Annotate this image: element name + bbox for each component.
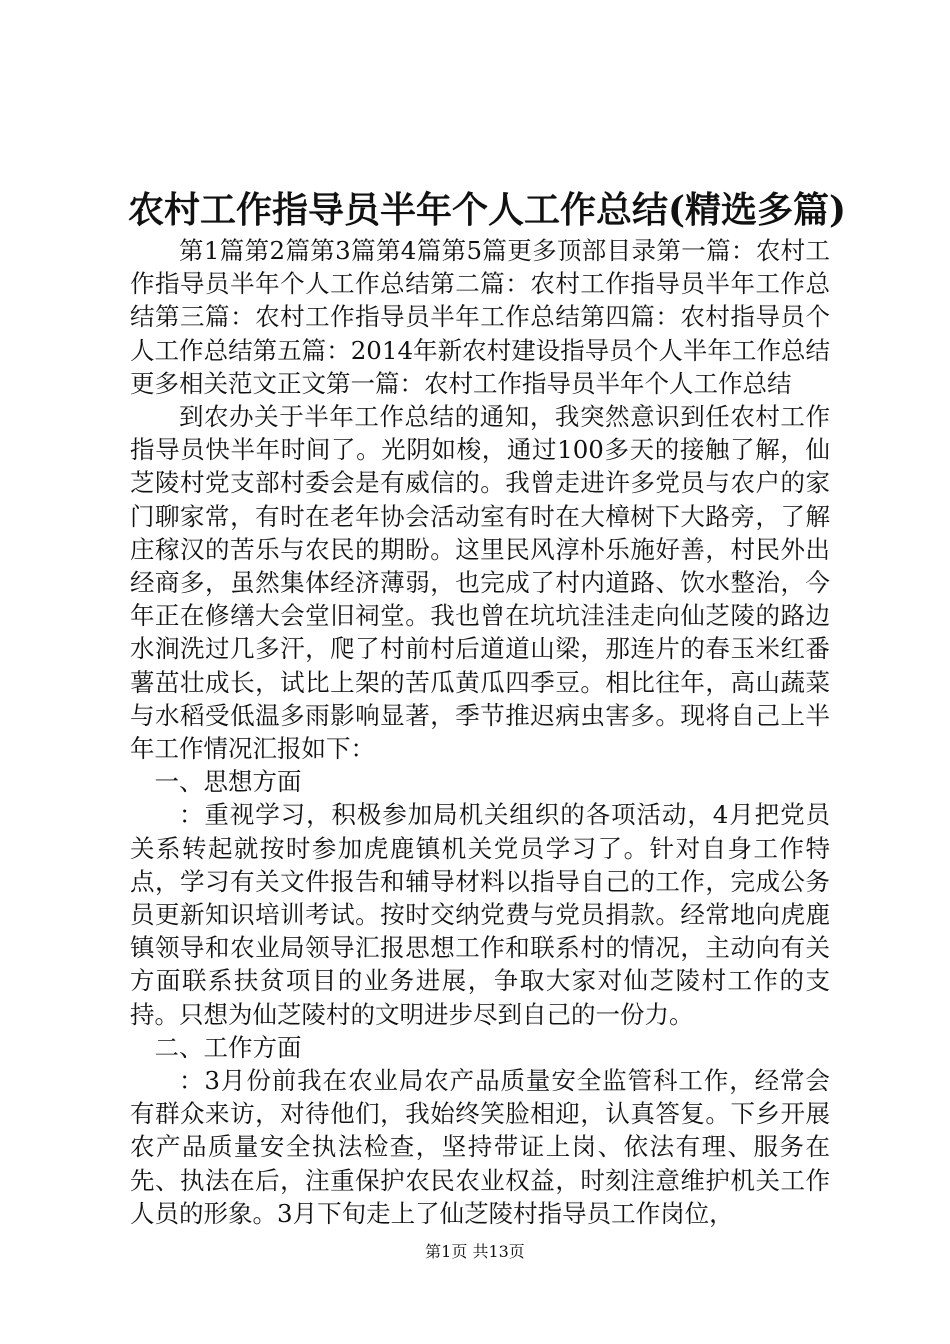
page-number-footer: 第1页 共13页: [425, 1242, 525, 1261]
ideology-paragraph: ：重视学习，积极参加局机关组织的各项活动，4月把党员关系转起就按时参加虎鹿镇机关党员学习了。针对自身工作特点，学习有关文件报告和辅导材料以指导自己的工作，完成公务员更新知识培训考试。按时交纳党费与党员捐款。经常地向虎鹿镇领导和农业局领导汇报思想工作和联系村的情况，主动向有关方面联系扶贫项目的业务进展，争取大家对仙芝陵村工作的支持。只想为仙芝陵村的文明进步尽到自己的一份力。: [130, 800, 830, 1029]
document-body: [130, 234, 830, 1230]
table-of-contents-paragraph: 第1篇第2篇第3篇第4篇第5篇更多顶部目录第一篇：农村工作指导员半年个人工作总结第二篇：农村工作指导员半年工作总结第三篇：农村工作指导员半年工作总结第四篇：农村指导员个人工作总结第五篇：2014年新农村建设指导员个人半年工作总结更多相关范文正文第一篇：农村工作指导员半年个人工作总结: [130, 236, 830, 398]
document-title: 农村工作指导员半年个人工作总结(精选多篇): [128, 189, 847, 231]
work-paragraph: ：3月份前我在农业局农产品质量安全监管科工作，经常会有群众来访，对待他们，我始终笑脸相迎，认真答复。下乡开展农产品质量安全执法检查，坚持带证上岗、依法有理、服务在先、执法在后，注重保护农民农业权益，时刻注意维护机关工作人员的形象。3月下旬走上了仙芝陵村指导员工作岗位，: [130, 1066, 830, 1228]
section-heading-ideology: 一、思想方面: [154, 767, 302, 797]
intro-paragraph: 到农办关于半年工作总结的通知，我突然意识到任农村工作指导员快半年时间了。光阴如梭，通过100多天的接触了解，仙芝陵村党支部村委会是有威信的。我曾走进许多党员与农户的家门聊家常，有时在老年协会活动室有时在大樟树下大路旁，了解庄稼汉的苦乐与农民的期盼。这里民风淳朴乐施好善，村民外出经商多，虽然集体经济薄弱，也完成了村内道路、饮水整治，今年正在修缮大会堂旧祠堂。我也曾在坑坑洼洼走向仙芝陵的路边水涧洗过几多汗，爬了村前村后道道山梁，那连片的春玉米红番薯茁壮成长，试比上架的苦瓜黄瓜四季豆。相比往年，高山蔬菜与水稻受低温多雨影响显著，季节推迟病虫害多。现将自己上半年工作情况汇报如下：: [130, 402, 830, 764]
section-heading-work: 二、工作方面: [154, 1032, 302, 1062]
